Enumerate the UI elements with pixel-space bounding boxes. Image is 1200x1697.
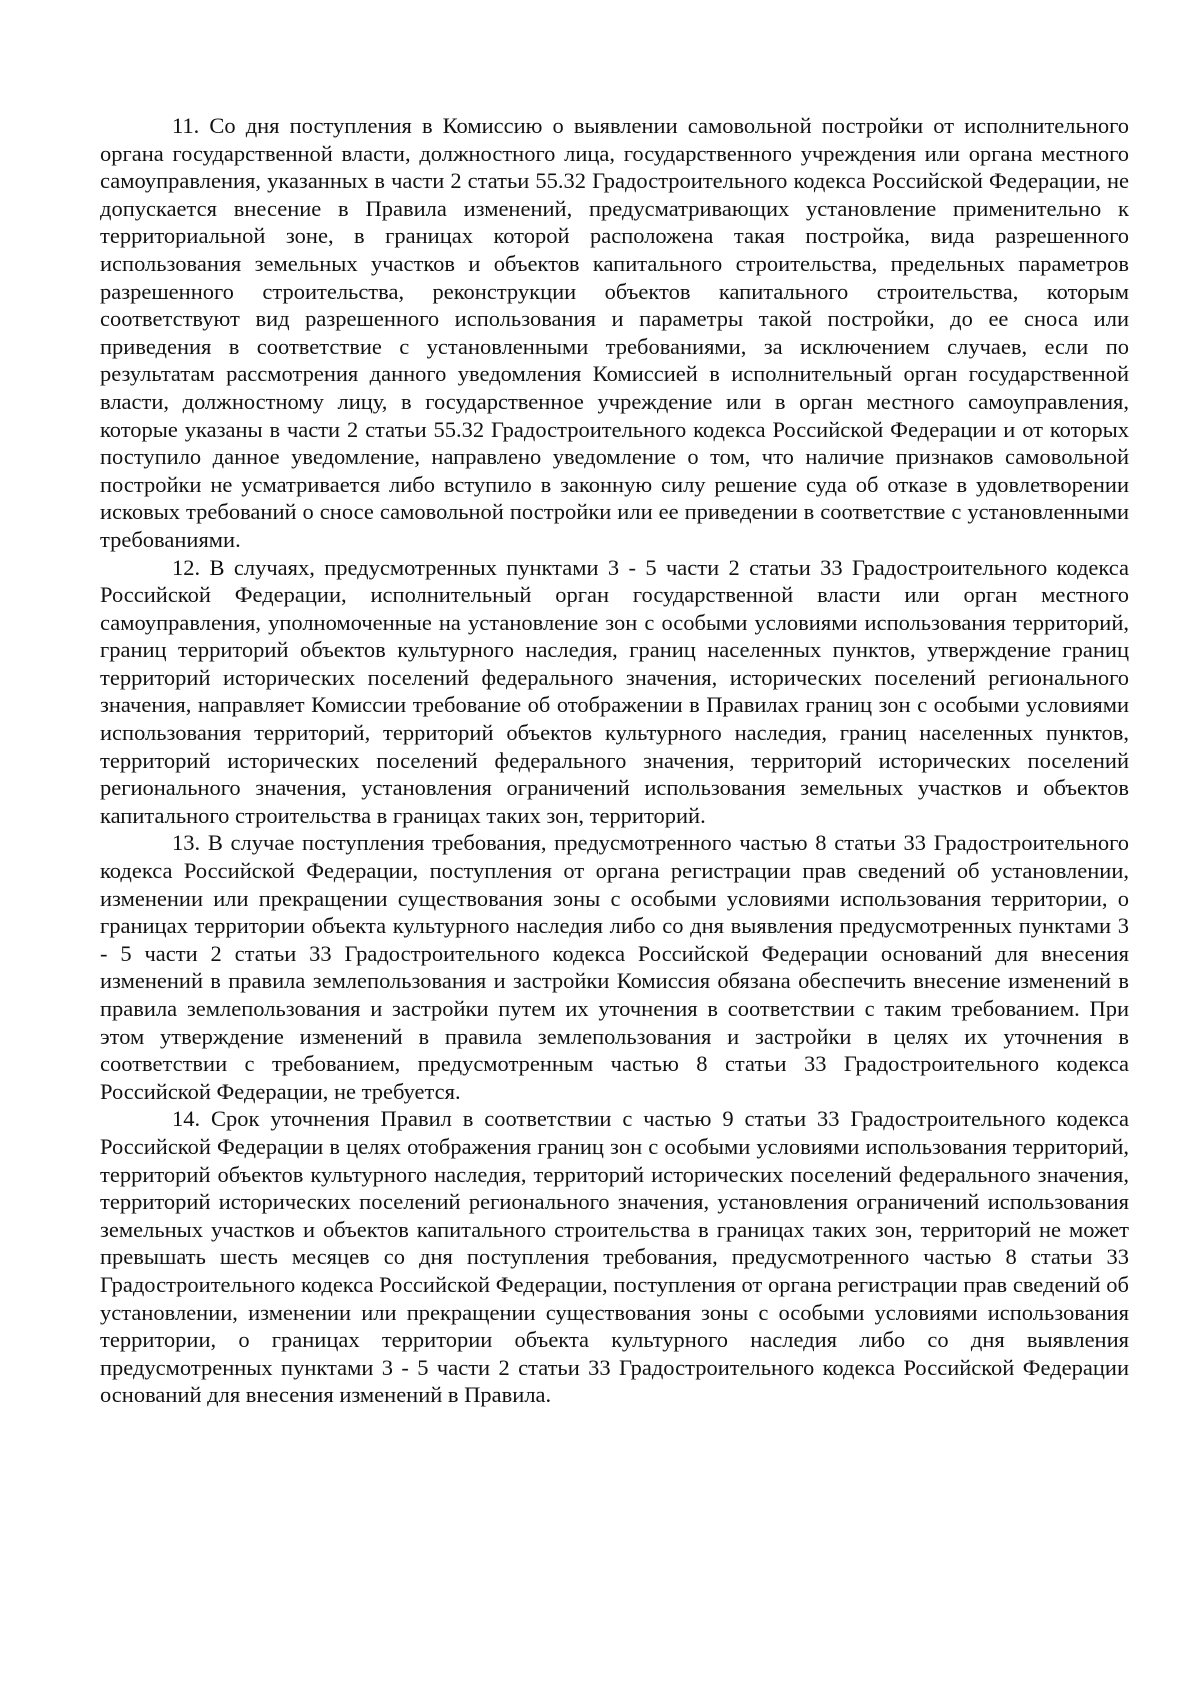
paragraph-12: 12. В случаях, предусмотренных пунктами 3 - 5 части 2 статьи 33 Градостроительного кодекса Российской Федерации, исполнительный орган государственной власти или орган местного самоуправления, уполномоченные на установление зон с особыми условиями использования территорий, границ территорий объектов культурного наследия, границ населенных пунктов, утверждение границ территорий исторических поселений федерального значения, исторических поселений регионального значения, направляет Комиссии требование об отображении в Правилах границ зон с особыми условиями использования территорий, территорий объектов культурного наследия, границ населенных пунктов, территорий исторических поселений федерального значения, территорий исторических поселений регионального значения, установления ограничений использования земельных участков и объектов капитального строительства в границах таких зон, территорий. — [100, 554, 1129, 828]
paragraph-11: 11. Со дня поступления в Комиссию о выявлении самовольной постройки от исполнительного органа государственной власти, должностного лица, государственного учреждения или органа местного самоуправления, указанных в части 2 статьи 55.32 Градостроительного кодекса Российской Федерации, не допускается внесение в Правила изменений, предусматривающих установление применительно к территориальной зоне, в границах которой расположена такая постройка, вида разрешенного использования земельных участков и объектов капитального строительства, предельных параметров разрешенного строительства, реконструкции объектов капитального строительства, которым соответствуют вид разрешенного использования и параметры такой постройки, до ее сноса или приведения в соответствие с установленными требованиями, за исключением случаев, если по результатам рассмотрения данного уведомления Комиссией в исполнительный орган государственной власти, должностному лицу, в государственное учреждение или в орган местного самоуправления, которые указаны в части 2 статьи 55.32 Градостроительного кодекса Российской Федерации и от которых поступило данное уведомление, направлено уведомление о том, что наличие признаков самовольной постройки не усматривается либо вступило в законную силу решение суда об отказе в удовлетворении исковых требований о сносе самовольной постройки или ее приведении в соответствие с установленными требованиями. — [100, 113, 1129, 552]
paragraph-14: 14. Срок уточнения Правил в соответствии с частью 9 статьи 33 Градостроительного кодекса Российской Федерации в целях отображения границ зон с особыми условиями использования территорий, территорий объектов культурного наследия, территорий исторических поселений федерального значения, территорий исторических поселений регионального значения, установления ограничений использования земельных участков и объектов капитального строительства в границах таких зон, территорий не может превышать шесть месяцев со дня поступления требования, предусмотренного частью 8 статьи 33 Градостроительного кодекса Российской Федерации, поступления от органа регистрации прав сведений об установлении, изменении или прекращении существования зоны с особыми условиями использования территории, о границах территории объекта культурного наследия либо со дня выявления предусмотренных пунктами 3 - 5 части 2 статьи 33 Градостроительного кодекса Российской Федерации оснований для внесения изменений в Правила. — [100, 1106, 1129, 1408]
paragraph-13: 13. В случае поступления требования, предусмотренного частью 8 статьи 33 Градостроительного кодекса Российской Федерации, поступления от органа регистрации прав сведений об установлении, изменении или прекращении существования зоны с особыми условиями использования территории, о границах территории объекта культурного наследия либо со дня выявления предусмотренных пунктами 3 - 5 части 2 статьи 33 Градостроительного кодекса Российской Федерации оснований для внесения изменений в правила землепользования и застройки Комиссия обязана обеспечить внесение изменений в правила землепользования и застройки путем их уточнения в соответствии с таким требованием. При этом утверждение изменений в правила землепользования и застройки в целях их уточнения в соответствии с требованием, предусмотренным частью 8 статьи 33 Градостроительного кодекса Российской Федерации, не требуется. — [100, 830, 1129, 1104]
document-page — [100, 112, 1129, 1409]
